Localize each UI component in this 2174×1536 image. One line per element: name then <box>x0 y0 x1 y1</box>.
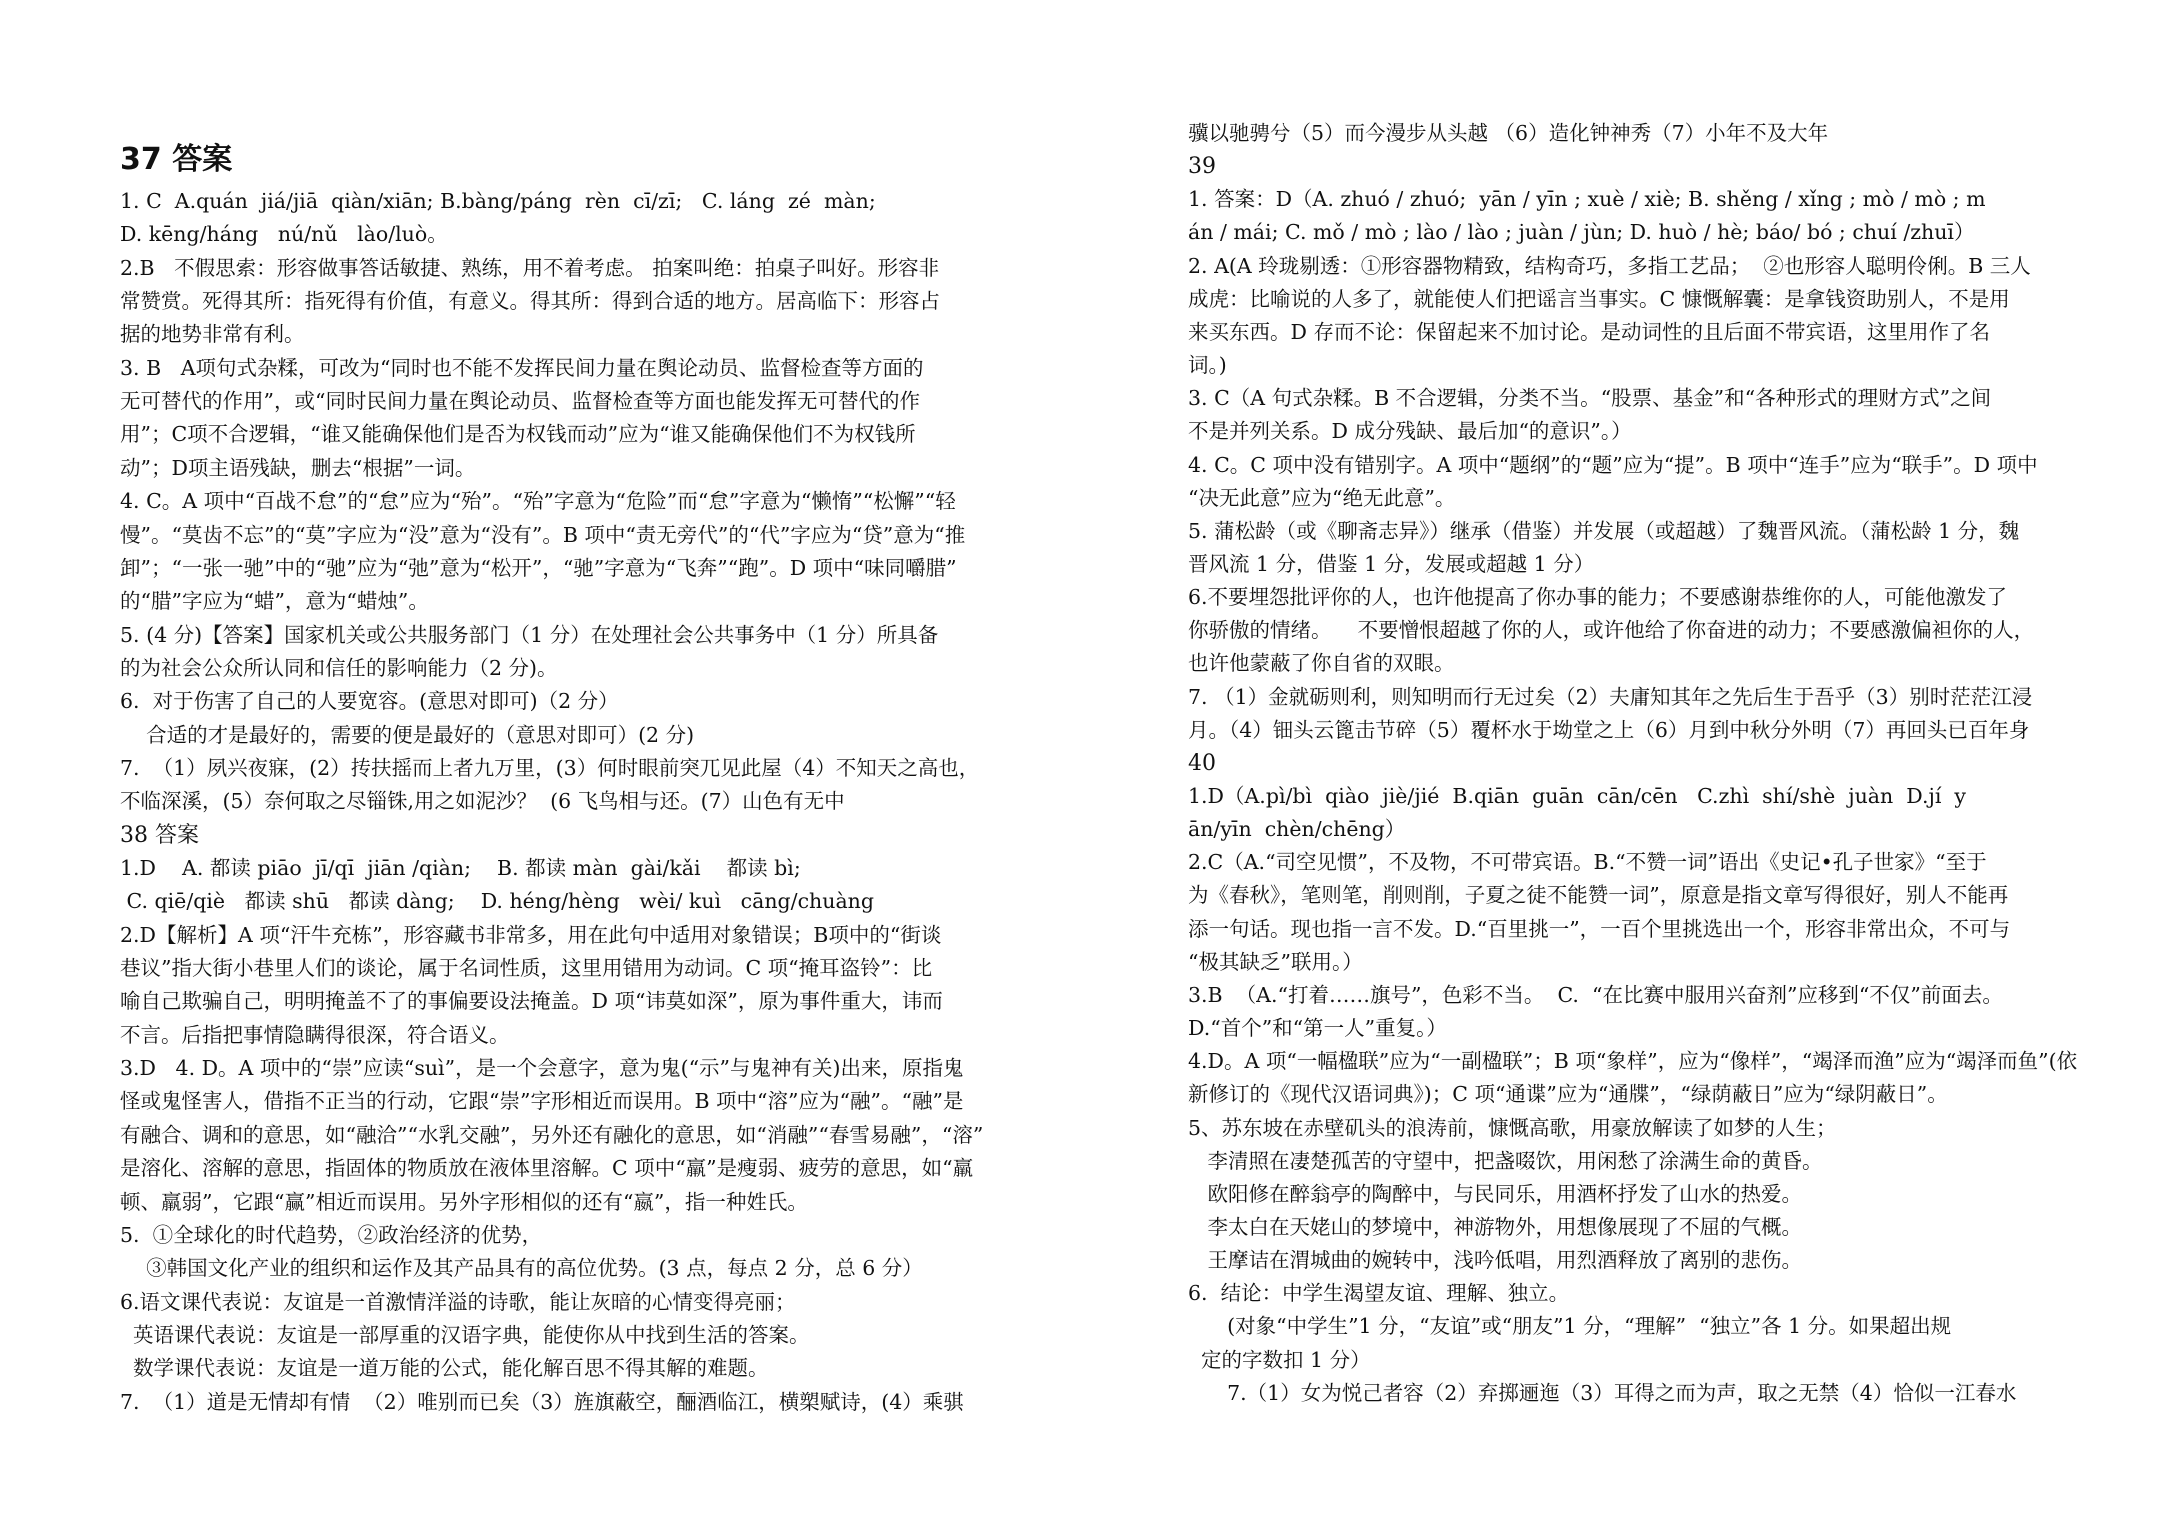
right-line-26: “极其缺乏”联用。） <box>1188 949 1363 974</box>
right-line-17: 也许他蒙蔽了你自省的双眼。 <box>1188 651 1455 676</box>
left-line-18: 7. （1）夙兴夜寐，(2）抟扶摇而上者九万里，(3）何时眼前突兀见此屋（4）不知天之高也， <box>120 755 980 780</box>
right-line-30: 新修订的《现代汉语词典》)；C 项“通谍”应为“通牒”，“绿荫蔽日”应为“绿阴蔽日”。 <box>1188 1082 1948 1107</box>
right-line-3: 1. 答案：D（A. zhuó / zhuó; yān / yīn ; xuè / xiè; B. shěng / xǐng ; mò / mò ; m <box>1188 187 1986 212</box>
right-line-5: 2. A(A 玲珑剔透：①形容器物精致，结构奇巧，多指工艺品； ②也形容人聪明伶俐。B 三人 <box>1188 253 2031 278</box>
left-line-19: 不临深溪，(5）奈何取之尽锱铢,用之如泥沙？ (6 飞鸟相与还。(7）山色有无中 <box>120 789 845 814</box>
right-line-27: 3.B （A.“打着……旗号”，色彩不当。 C. “在比赛中服用兴奋剂”应移到“不仅”前面去。 <box>1188 982 2003 1007</box>
right-line-33: 欧阳修在醉翁亭的陶醉中，与民同乐，用酒杯抒发了山水的热爱。 <box>1188 1181 1803 1206</box>
left-line-13: 的“腊”字应为“蜡”，意为“蜡烛”。 <box>120 589 429 614</box>
left-line-37: 7. （1）道是无情却有情 （2）唯别而已矣（3）旌旗蔽空，酾酒临江，横槊赋诗，(4）乘骐 <box>120 1389 964 1414</box>
right-line-14: 晋风流 1 分，借鉴 1 分，发展或超越 1 分） <box>1188 551 1595 576</box>
left-line-20: 38 答案 <box>120 822 199 848</box>
right-line-20: 40 <box>1188 750 1216 776</box>
right-line-12: “决无此意”应为“绝无此意”。 <box>1188 485 1456 510</box>
left-line-6: 3. B A项句式杂糅，可改为“同时也不能不发挥民间力量在舆论动员、监督检查等方面的 <box>120 355 924 380</box>
right-line-39: 7.（1）女为悦己者容（2）弃掷逦迤（3）耳得之而为声，取之无禁（4）恰似一江春水 <box>1188 1380 2017 1405</box>
left-line-23: 2.D【解析】A 项“汗牛充栋”，形容藏书非常多，用在此句中适用对象错误；B项中的“街谈 <box>120 922 942 947</box>
right-line-32: 李清照在凄楚孤苦的守望中，把盏啜饮，用闲愁了涂满生命的黄昏。 <box>1188 1148 1823 1173</box>
left-line-15: 的为社会公众所认同和信任的影响能力（2 分)。 <box>120 655 558 680</box>
left-line-21: 1.D A. 都读 piāo jī/qī jiān /qiàn; B. 都读 màn gài/kǎi 都读 bì; <box>120 856 801 880</box>
right-line-16: 你骄傲的情绪。 不要憎恨超越了你的人，或许他给了你奋进的动力；不要感激偏袒你的人， <box>1188 618 2035 643</box>
right-line-22: ān/yīn chèn/chēng） <box>1188 817 1406 842</box>
left-line-28: 怪或鬼怪害人，借指不正当的行动，它跟“崇”字形相近而误用。B 项中“溶”应为“融”。“融”是 <box>120 1089 964 1114</box>
left-line-32: 5. ①全球化的时代趋势，②政治经济的优势， <box>120 1222 543 1247</box>
right-line-6: 成虎：比喻说的人多了，就能使人们把谣言当事实。C 慷慨解囊：是拿钱资助别人，不是用 <box>1188 286 2010 311</box>
left-line-33: ③韩国文化产业的组织和运作及其产品具有的高位优势。(3 点，每点 2 分，总 6 分） <box>120 1256 923 1281</box>
right-line-38: 定的字数扣 1 分） <box>1188 1347 1371 1372</box>
left-line-10: 4. C。A 项中“百战不怠”的“怠”应为“殆”。“殆”字意为“危险”而“怠”字意为“懒惰”“松懈”“轻 <box>120 489 956 514</box>
left-line-12: 卸”；“一张一驰”中的“驰”应为“弛”意为“松开”，“驰”字意为“飞奔”“跑”。D 项中“味同嚼腊” <box>120 555 957 580</box>
right-line-31: 5、苏东坡在赤壁矶头的浪涛前，慷慨高歌，用豪放解读了如梦的人生； <box>1188 1115 1837 1140</box>
left-line-22: C. qiē/qiè 都读 shū 都读 dàng; D. héng/hèng wèi/ kuì cāng/chuàng <box>120 889 875 914</box>
left-line-25: 喻自己欺骗自己，明明掩盖不了的事偏要设法掩盖。D 项“讳莫如深”，原为事件重大，讳而 <box>120 989 943 1014</box>
left-line-4: 常赞赏。死得其所：指死得有价值，有意义。得其所：得到合适的地方。居高临下：形容占 <box>120 289 940 314</box>
right-line-15: 6.不要埋怨批评你的人，也许他提高了你办事的能力；不要感谢恭维你的人，可能他激发了 <box>1188 585 2008 610</box>
right-line-23: 2.C（A.“司空见惯”，不及物，不可带宾语。B.“不赞一词”语出《史记•孔子世家》“至于 <box>1188 850 1987 875</box>
right-line-1: 骥以驰骋兮（5）而今漫步从头越 （6）造化钟神秀（7）小年不及大年 <box>1188 121 1829 145</box>
right-line-2: 39 <box>1188 154 1216 180</box>
right-line-29: 4.D。A 项“一幅楹联”应为“一副楹联”；B 项“象样”，应为“像样”，“竭泽而渔”应为“竭泽而鱼”(依 <box>1188 1049 2078 1074</box>
left-line-5: 据的地势非常有利。 <box>120 322 305 347</box>
right-line-28: D.“首个”和“第一人”重复。） <box>1188 1016 1447 1041</box>
left-line-36: 数学课代表说：友谊是一道万能的公式，能化解百思不得其解的难题。 <box>120 1356 769 1381</box>
left-line-27: 3.D 4. D。A 项中的“崇”应读“suì”，是一个会意字，意为鬼(“示”与鬼神有关)出来，原指鬼 <box>120 1056 964 1081</box>
left-line-26: 不言。后指把事情隐瞒得很深，符合语义。 <box>120 1022 510 1047</box>
left-line-9: 动”；D项主语残缺，删去“根据”一词。 <box>120 455 476 480</box>
left-line-31: 顿、羸弱”，它跟“赢”相近而误用。另外字形相似的还有“嬴”，指一种姓氏。 <box>120 1189 808 1214</box>
left-line-3: 2.B 不假思索：形容做事答话敏捷、熟练，用不着考虑。 拍案叫绝：拍桌子叫好。形容非 <box>120 255 940 280</box>
right-line-36: 6. 结论：中学生渴望友谊、理解、独立。 <box>1188 1281 1570 1306</box>
right-line-4: án / mái; C. mǒ / mò ; lào / lào ; juàn / jùn; D. huò / hè; báo/ bó ; chuí /zhuī） <box>1188 220 1975 245</box>
left-line-29: 有融合、调和的意思，如“融洽”“水乳交融”，另外还有融化的意思，如“消融”“春雪易融”，“溶” <box>120 1122 984 1147</box>
right-line-24: 为《春秋》，笔则笔，削则削，子夏之徒不能赞一词”，原意是指文章写得很好，别人不能再 <box>1188 883 2009 908</box>
left-line-2: D. kēng/háng nú/nǔ lào/luò。 <box>120 222 448 247</box>
right-line-8: 词。) <box>1188 353 1227 378</box>
left-line-1: 1. C A.quán jiá/jiā qiàn/xiān; B.bàng/páng rèn cī/zī; C. láng zé màn; <box>120 189 876 213</box>
right-line-19: 月。（4）钿头云篦击节碎（5）覆杯水于坳堂之上（6）月到中秋分外明（7）再回头已百年身 <box>1188 717 2030 742</box>
left-line-7: 无可替代的作用”，或“同时民间力量在舆论动员、监督检查等方面也能发挥无可替代的作 <box>120 389 920 414</box>
right-line-13: 5. 蒲松龄（或《聊斋志异》）继承（借鉴）并发展（或超越）了魏晋风流。（蒲松龄 1 分，魏 <box>1188 518 2020 543</box>
left-line-16: 6. 对于伤害了自己的人要宽容。(意思对即可)（2 分） <box>120 689 619 714</box>
right-line-18: 7. （1）金就砺则利，则知明而行无过矣（2）夫庸知其年之先后生于吾乎（3）别时茫茫江浸 <box>1188 684 2033 709</box>
left-line-24: 巷议”指大街小巷里人们的谈论，属于名词性质，这里用错用为动词。C 项“掩耳盗铃”：比 <box>120 956 933 981</box>
left-line-17: 合适的才是最好的，需要的便是最好的（意思对即可）(2 分) <box>120 722 695 747</box>
left-line-14: 5. (4 分)【答案】国家机关或公共服务部门（1 分）在处理社会公共事务中（1 分）所具备 <box>120 622 939 647</box>
right-line-7: 来买东西。D 存而不论：保留起来不加讨论。是动词性的且后面不带宾语，这里用作了名 <box>1188 319 1990 344</box>
right-line-37: (对象“中学生”1 分，“友谊”或“朋友”1 分，“理解” “独立”各 1 分。如果超出规 <box>1188 1314 1952 1339</box>
left-line-11: 慢”。“莫齿不忘”的“莫”字应为“没”意为“没有”。B 项中“责无旁代”的“代”字应为“贷”意为“推 <box>120 522 966 547</box>
right-line-34: 李太白在天姥山的梦境中，神游物外，用想像展现了不屈的气概。 <box>1188 1214 1803 1239</box>
answer-37-title: 37 答案 <box>120 142 233 177</box>
right-line-10: 不是并列关系。D 成分残缺、最后加“的意识”。） <box>1188 419 1632 444</box>
left-line-35: 英语课代表说：友谊是一部厚重的汉语字典，能使你从中找到生活的答案。 <box>120 1322 810 1347</box>
left-line-8: 用”；C项不合逻辑，“谁又能确保他们是否为权钱而动”应为“谁又能确保他们不为权钱所 <box>120 422 916 447</box>
right-line-11: 4. C。C 项中没有错别字。A 项中“题纲”的“题”应为“提”。B 项中“连手”应为“联手”。D 项中 <box>1188 452 2038 477</box>
right-line-35: 王摩诘在渭城曲的婉转中，浅吟低唱，用烈酒释放了离别的悲伤。 <box>1188 1248 1803 1273</box>
right-line-25: 添一句话。现也指一言不发。D.“百里挑一”，一百个里挑选出一个，形容非常出众，不可与 <box>1188 916 2011 941</box>
right-line-21: 1.D（A.pì/bì qiào jiè/jié B.qiān guān cān/cēn C.zhì shí/shè juàn D.jí y <box>1188 784 1966 808</box>
left-line-34: 6.语文课代表说：友谊是一首激情洋溢的诗歌，能让灰暗的心情变得亮丽； <box>120 1289 796 1314</box>
right-line-9: 3. C（A 句式杂糅。B 不合逻辑，分类不当。“股票、基金”和“各种形式的理财方式”之间 <box>1188 386 1992 411</box>
left-line-30: 是溶化、溶解的意思，指固体的物质放在液体里溶解。C 项中“羸”是瘦弱、疲劳的意思，如“羸 <box>120 1156 974 1181</box>
